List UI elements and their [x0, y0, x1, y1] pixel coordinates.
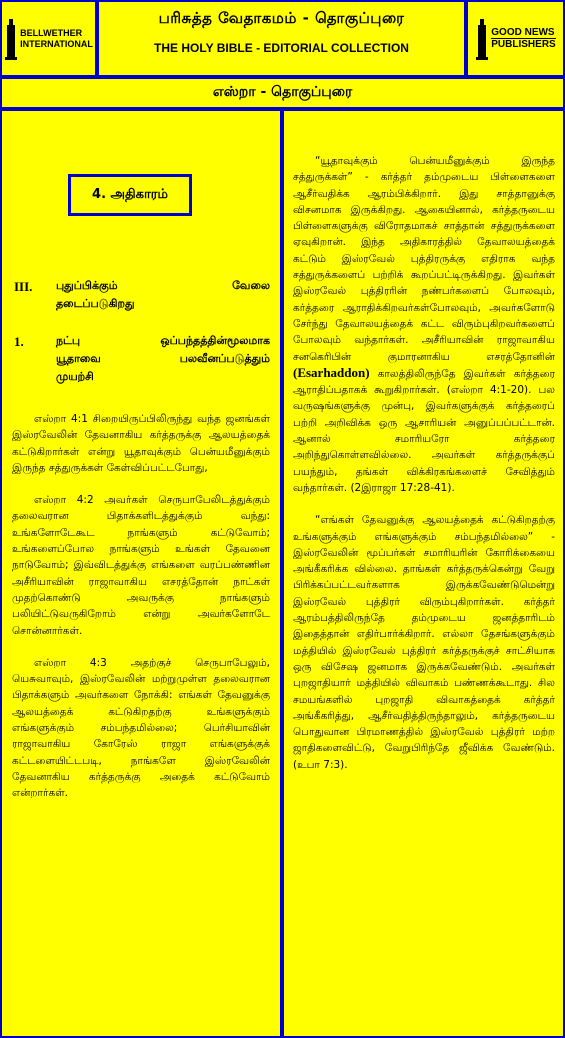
- book-title: எஸ்றா - தொகுப்புரை: [212, 84, 353, 100]
- paragraph: [293, 153, 555, 496]
- section-heading: [56, 277, 270, 313]
- left-column: [0, 109, 282, 1038]
- right-column: [282, 109, 565, 1038]
- paragraph-text: “யூதாவுக்கும் பென்யமீனுக்கும் இருந்த சத்துருக்கள்” - கர்த்தர் தம்முடைய பிள்ளைகளை ஆசீர்வதிக்க ஆரம்பிக்கிறார். இது சாத்தானுக்கு விசனமாக இருக்கிறது. ஆகையினால், கர்த்தருடைய பிள்ளைகளுக்கு விரோதமாகச் சாத்தான் சத்துருக்களை ஏவுகிறான். இந்த அதிகாரத்தில் தேவாலயத்தைக் கட்டும் இஸ்ரவேல் புத்திரருக்கு எதிராக வந்த சத்துருக்களைப் பற்றிக் கூறப்பட்டிருக்கிறது. இவர்கள் இஸ்ரவேல் புத்திரரின் நண்பர்களைப் போலவும், கர்த்தரை ஆராதிக்கிறவர்கள்போலவும், அவர்களோடு சேர்ந்து தேவாலயத்தைக் கட்ட விரும்புகிறவர்களைப் போலவும் வந்தார்கள். அசீரியாவின் ராஜாவாகிய சனகெரிபின் குமாரனாகிய எசரத்தோனின்: [293, 155, 555, 363]
- logo-left: [0, 0, 97, 77]
- subsection-title-line3: முயற்சி: [56, 370, 94, 383]
- logo-left-line2: INTERNATIONAL: [20, 38, 93, 49]
- paragraph-text: காலத்திலிருந்தே இவர்கள் கர்த்தரை ஆராதிப்பதாகக் கூறுகிறார்கள். (எஸ்றா 4:1-20). பல வருஷங்களுக்கு முன்பு, இவர்களுக்குக் கர்த்தரைப் பற்றி அறிவிக்க ஒரு ஆசாரியன் அனுப்பப்பட்டான். ஆனால் சமாரியரோ கர்த்தரை அறிந்துகொள்ளவில்லை. அவர்கள் கர்த்தருக்குப் பயந்தும், தங்கள் விக்கிரகங்களைச் சேவித்தும் வந்தார்கள். (2இராஜா 17:28-41).: [293, 367, 555, 494]
- left-body: [12, 411, 270, 818]
- paragraph: எஸ்றா 4:1 சிறையிருப்பிலிருந்து வந்த ஜனங்கள் இஸ்ரவேலின் தேவனாகிய கர்த்தருக்கு ஆலயத்தைக் கட்டுகிறார்கள் என்று யூதாவுக்கும் பென்யமீனுக்கும் இருந்த சத்துருக்கள் கேள்விப்பட்டபோது,: [12, 413, 270, 474]
- paragraph: எஸ்றா 4:2 அவர்கள் செருபாபேலிடத்துக்கும் தலைவரான பிதாக்களிடத்துக்கும் வந்து: உங்களோடேகூட நாங்களும் கட்டுவோம்; உங்களைப்போல நாங்களும் உங்கள் தேவனை நாடுவோம்; இவ்விடத்துக்கு எங்களை வரப்பண்ணின அசீரியாவின் ராஜாவாகிய எசரத்தோன் நாட்கள் முதற்கொண்டு அவருக்கு நாங்களும் பலியிட்டுவருகிறோம் என்று அவர்களோடே சொன்னார்கள்.: [12, 494, 270, 637]
- book-title-bar: [0, 77, 565, 109]
- logo-right: [466, 0, 565, 77]
- subsection-heading: [56, 332, 270, 386]
- subsection-title-line1: நட்பு ஒப்பந்தத்தின்மூலமாக: [56, 334, 270, 347]
- header-title-box: [97, 0, 466, 77]
- tower-icon: [475, 17, 489, 61]
- paragraph: எஸ்றா 4:3 அதற்குச் செருபாபேலும், யெசுவாவும், இஸ்ரவேலின் மற்றுமுள்ள தலைவரான பிதாக்களும் அவர்களை நோக்கி: எங்கள் தேவனுக்கு ஆலயத்தைக் கட்டுகிறதற்கு உங்களுக்கும் எங்களுக்கும் சம்பந்தமில்லை; பெர்சியாவின் ராஜாவாகிய கோரேஸ் ராஜா எங்களுக்குக் கட்டளையிட்டபடி, நாங்களே இஸ்ரவேலின் தேவனாகிய கர்த்தருக்கு அதைக் கட்டுவோம் என்றார்கள்.: [12, 656, 270, 800]
- logo-right-line1: GOOD NEWS: [491, 27, 555, 38]
- subsection-title-line2: யூதாவை பலவீனப்படுத்தும்: [56, 352, 270, 365]
- english-term: (Esarhaddon): [293, 364, 370, 380]
- tower-icon: [4, 17, 18, 61]
- right-body: [293, 153, 555, 789]
- chapter-heading: 4. அதிகாரம்: [68, 174, 192, 216]
- paragraph: “எங்கள் தேவனுக்கு ஆலயத்தைக் கட்டுகிறதற்கு உங்களுக்கும் எங்களுக்கும் சம்பந்தமில்லை” - இஸ்ரவேலின் மூப்பர்கள் சமாரியரின் கோரிக்கையை அங்கீகரிக்க வில்லை. தாங்கள் கர்த்தருக்கென்று வேறு பிரிக்கப்பட்டவர்களாக இருக்கவேண்டுமென்று இஸ்ரவேல் புத்திரர் விரும்புகிறார்கள். கர்த்தர் ஆரம்பத்திலிருந்தே தம்முடைய ஜனத்தாரிடம் இதைத்தான் எதிர்பார்க்கிறார். எல்லா தேசங்களுக்கும் மத்தியில் இஸ்ரவேல் புத்திரர் கர்த்தருக்குச் சாட்சியாக ஒரு விசேஷ ஜனமாக இருக்கவேண்டும். அவர்கள் புறஜாதியார் மத்தியில் விவாகம் பண்ணக்கூடாது. சில சமயங்களில் புறஜாதி விவாகத்தைக் கர்த்தர் அங்கீகரித்து, ஆசீர்வதித்திருந்தாலும், கர்த்தருடைய பொதுவான பிரமாணத்தில் இஸ்ரவேல் புத்திரர் மற்ற ஜாதிகளைவிட்டு, வேறுபிரிந்தே ஜீவிக்க வேண்டும். (உபா 7:3).: [293, 514, 555, 771]
- logo-right-line2: PUBLISHERS: [491, 39, 556, 50]
- title-english: THE HOLY BIBLE - EDITORIAL COLLECTION: [154, 41, 409, 55]
- logo-left-line1: BELLWETHER: [20, 27, 83, 38]
- subsection-number: 1.: [14, 334, 24, 349]
- section-title-line2: தடைப்படுகிறது: [56, 297, 135, 310]
- title-tamil: பரிசுத்த வேதாகமம் - தொகுப்புரை: [158, 9, 405, 27]
- section-title-line1: புதுப்பிக்கும் வேலை: [56, 279, 270, 292]
- section-number: III.: [14, 279, 33, 294]
